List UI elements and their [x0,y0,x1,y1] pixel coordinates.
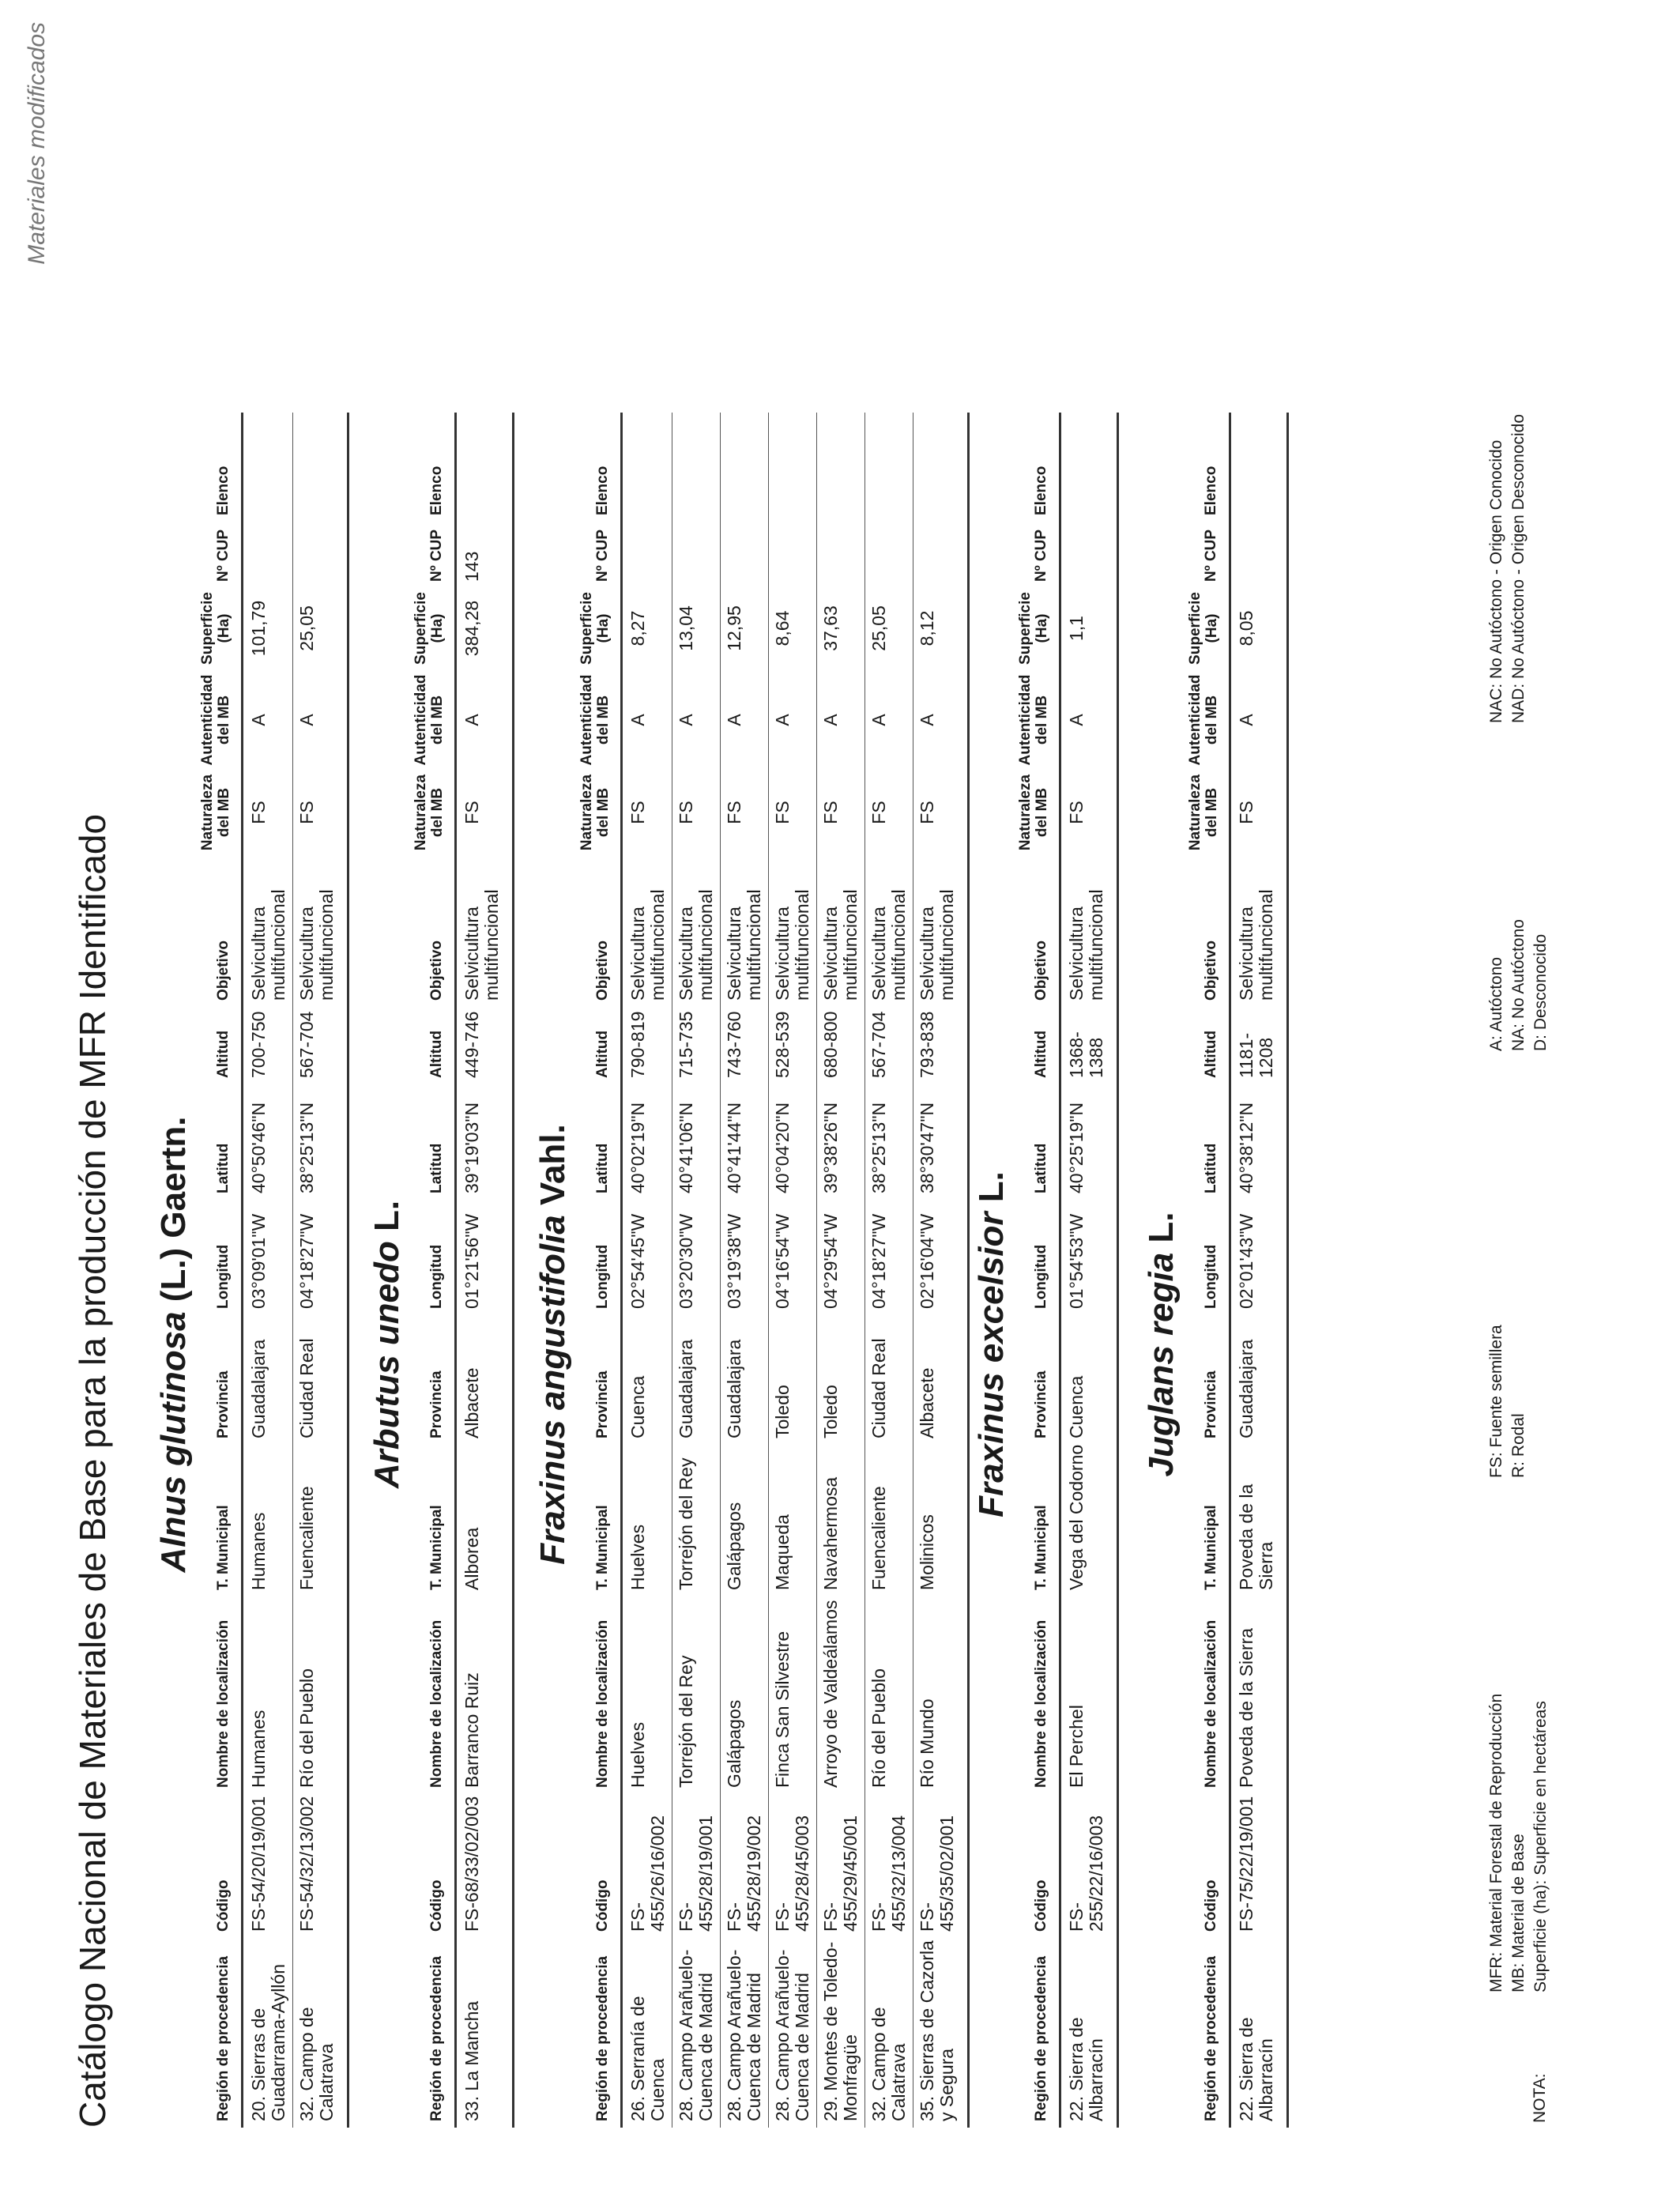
table-cell: 02°54'45"W [627,1213,648,1309]
table-cell: Selvicultura multifuncional [461,889,502,1001]
table-cell: Huelves [627,1721,648,1788]
table-cell: 143 [461,551,482,582]
column-header: Longitud [1033,1244,1049,1309]
column-header: Nº CUP [594,529,611,582]
species-author: L. [367,1200,406,1231]
table-cell: FS-68/33/02/003 [461,1796,482,1932]
table-cell: Río del Pueblo [296,1668,317,1788]
table-cell: Selvicultura multifuncional [627,889,668,1001]
notes-label: NOTA: [1531,2073,1549,2123]
table-cell: 04°18'27"W [296,1213,317,1309]
species-epithet: excelsior [972,1212,1011,1363]
species-genus: Arbutus [367,1355,406,1489]
table-cell: 40°38'12"N [1236,1102,1256,1193]
column-header: Altitud [215,1030,232,1078]
note-line: D: Desconocido [1531,933,1550,1051]
column-header: Nº CUP [428,529,445,582]
column-header: Autenticidad del MB [578,674,612,766]
column-header: Autenticidad del MB [1017,674,1050,766]
note-line: NA: No Autóctono [1509,919,1527,1051]
table-cell: Navahermosa [820,1476,841,1590]
table-cell: A [296,714,317,726]
table-cell: Selvicultura multifuncional [772,889,812,1001]
table-cell: 28. Campo Arañuelo-Cuenca de Madrid [772,1949,812,2121]
column-header: Elenco [1033,466,1049,515]
table-cell: A [772,714,793,726]
table-cell: 12,95 [724,605,744,651]
table-cell: Galápagos [724,1699,744,1788]
note-line: MFR: Material Forestal de Reproducción [1487,1693,1505,1992]
table-cell: A [868,714,889,726]
column-header: Código [594,1879,611,1932]
table-cell: Guadalajara [724,1339,744,1438]
table-cell: Fuencaliente [296,1486,317,1590]
column-header: Autenticidad del MB [1187,674,1220,766]
column-header: T. Municipal [594,1505,611,1590]
table-cell: 8,64 [772,610,793,647]
table-cell: FS [248,801,269,824]
table-cell: Albacete [917,1367,937,1438]
column-header: T. Municipal [428,1505,445,1590]
column-header: Objetivo [594,940,611,1001]
column-header: Nombre de localización [428,1619,445,1788]
column-header: Altitud [1203,1030,1219,1078]
column-header: Latitud [215,1143,232,1193]
species-title [533,1124,573,1564]
table-cell: A [248,714,269,726]
table-cell: FS-75/22/19/001 [1236,1796,1256,1932]
table-cell: FS [820,801,841,824]
column-header: Provincia [1033,1370,1049,1438]
column-header: Nº CUP [1203,529,1219,582]
species-genus: Juglans [1142,1345,1181,1477]
table-cell: 680-800 [820,1011,841,1078]
column-header: Longitud [428,1244,445,1309]
table-cell: Cuenca [627,1375,648,1438]
column-header: Región de procedencia [428,1955,445,2121]
column-header: Altitud [1033,1030,1049,1078]
table-cell: 793-838 [917,1011,937,1078]
table-cell: 38°25'13"N [868,1102,889,1193]
table-cell: 02°01'43"W [1236,1213,1256,1309]
table-cell: Toledo [820,1385,841,1438]
note-line: NAD: No Autóctono - Origen Desconocido [1509,413,1527,723]
table-cell: 13,04 [676,605,696,651]
table-cell: A [676,714,696,726]
column-header: Naturaleza del MB [199,774,232,851]
table-cell: Poveda de la Sierra [1236,1627,1256,1788]
table-cell: 01°21'56"W [461,1213,482,1309]
table-cell: 384,28 [461,600,482,657]
table-cell: Selvicultura multifuncional [1236,889,1276,1001]
table-cell: 26. Serranía de Cuenca [627,1996,668,2121]
species-title [972,1171,1011,1517]
column-header: Altitud [594,1030,611,1078]
table-cell: 8,05 [1236,610,1256,647]
table-cell: FS-255/22/16/003 [1066,1815,1106,1932]
column-header: Superficie (Ha) [1187,592,1220,665]
table-cell: 528-539 [772,1011,793,1078]
column-header: Región de procedencia [1033,1955,1049,2121]
table-cell: Selvicultura multifuncional [676,889,716,1001]
species-title [367,1201,407,1488]
note-line: Superficie (ha): Superficie en hectáreas [1531,1701,1550,1992]
column-header: Objetivo [1033,940,1049,1001]
row-rule [768,413,769,2128]
table-cell: 25,05 [868,605,889,651]
table-cell: Cuenca [1066,1375,1087,1438]
table-cell: 8,27 [627,610,648,647]
note-line: NAC: No Autóctono - Origen Conocido [1487,439,1505,723]
table-cell: Selvicultura multifuncional [917,889,957,1001]
table-cell: Albacete [461,1367,482,1438]
table-cell: A [1066,714,1087,726]
row-rule [292,413,293,2128]
species-genus: Fraxinus [533,1419,572,1565]
column-header: Longitud [215,1244,232,1309]
running-head: Materiales modificados [24,22,50,265]
note-line: MB: Material de Base [1509,1834,1527,1992]
table-cell: 22. Sierra de Albarracín [1236,2017,1276,2121]
table-cell: A [820,714,841,726]
table-cell: Vega del Codorno [1066,1444,1087,1590]
table-cell: 37,63 [820,605,841,651]
table-cell: 743-760 [724,1011,744,1078]
table-cell: FS [296,801,317,824]
column-header: Naturaleza del MB [578,774,612,851]
table-cell: A [724,714,744,726]
header-rule [620,413,623,2128]
section-rule [512,413,514,2128]
page-title: Catálogo Nacional de Materiales de Base para la producción de MFR Identificado [72,813,113,2128]
table-cell: Poveda de la Sierra [1236,1483,1276,1590]
table-cell: FS-455/35/02/001 [917,1815,957,1932]
row-rule [720,413,721,2128]
table-cell: 25,05 [296,605,317,651]
table-cell: Guadalajara [676,1339,696,1438]
species-epithet: regia [1142,1252,1181,1336]
table-cell: 32. Campo de Calatrava [296,2007,337,2121]
table-cell: Selvicultura multifuncional [868,889,909,1001]
column-header: Objetivo [215,940,232,1001]
table-cell: 40°41'06"N [676,1102,696,1193]
column-header: Altitud [428,1030,445,1078]
column-header: Naturaleza del MB [1017,774,1050,851]
species-author: Vahl. [533,1124,572,1205]
header-rule [1059,413,1061,2128]
section-rule [347,413,349,2128]
column-header: Autenticidad del MB [199,674,232,766]
header-rule [241,413,243,2128]
column-header: Nombre de localización [215,1619,232,1788]
table-cell: FS-455/26/16/002 [627,1815,668,1932]
column-header: Región de procedencia [215,1955,232,2121]
column-header: Provincia [428,1370,445,1438]
column-header: Región de procedencia [594,1955,611,2121]
table-cell: 04°29'54"W [820,1213,841,1309]
header-rule [454,413,457,2128]
table-cell: FS [627,801,648,824]
table-cell: 29. Montes de Toledo-Monfragüe [820,1941,861,2121]
table-cell: Finca San Silvestre [772,1630,793,1788]
table-cell: 567-704 [296,1011,317,1078]
table-cell: Torrejón del Rey [676,1655,696,1788]
note-line: R: Rodal [1509,1413,1527,1478]
table-cell: 32. Campo de Calatrava [868,2007,909,2121]
table-cell: 28. Campo Arañuelo-Cuenca de Madrid [724,1949,764,2121]
species-genus: Fraxinus [972,1372,1011,1517]
table-cell: 1368-1388 [1066,1031,1106,1078]
table-cell: Guadalajara [1236,1339,1256,1438]
column-header: Código [1203,1879,1219,1932]
column-header: Autenticidad del MB [412,674,446,766]
table-cell: A [627,714,648,726]
table-cell: 02°16'04"W [917,1213,937,1309]
header-rule [1229,413,1231,2128]
table-cell: 03°20'30"W [676,1213,696,1309]
table-cell: Humanes [248,1710,269,1788]
column-header: Nº CUP [1033,529,1049,582]
table-cell: 40°50'46"N [248,1102,269,1193]
table-cell: 01°54'53"W [1066,1213,1087,1309]
column-header: Latitud [1033,1143,1049,1193]
table-cell: Selvicultura multifuncional [820,889,861,1001]
table-cell: Guadalajara [248,1339,269,1438]
table-cell: Selvicultura multifuncional [1066,889,1106,1001]
table-cell: FS [461,801,482,824]
table-cell: FS-455/29/45/001 [820,1815,861,1932]
table-cell: Selvicultura multifuncional [296,889,337,1001]
table-cell: 40°02'19"N [627,1102,648,1193]
table-cell: 03°19'38"W [724,1213,744,1309]
table-cell: A [461,714,482,726]
species-epithet: glutinosa [154,1311,193,1467]
table-cell: FS [868,801,889,824]
table-cell: Molinicos [917,1514,937,1590]
table-cell: Ciudad Real [868,1338,889,1438]
table-cell: Maqueda [772,1514,793,1590]
column-header: Provincia [1203,1370,1219,1438]
species-author: L. [1142,1212,1181,1243]
table-cell: 700-750 [248,1011,269,1078]
table-cell: 8,12 [917,610,937,647]
table-cell: Río del Pueblo [868,1668,889,1788]
table-cell: 449-746 [461,1011,482,1078]
table-cell: 1,1 [1066,616,1087,641]
table-cell: 715-735 [676,1011,696,1078]
column-header: T. Municipal [1203,1505,1219,1590]
column-header: Objetivo [428,940,445,1001]
table-cell: A [1236,714,1256,726]
table-cell: Fuencaliente [868,1486,889,1590]
column-header: Elenco [428,466,445,515]
column-header: Nombre de localización [1033,1619,1049,1788]
table-cell: FS-54/32/13/002 [296,1796,317,1932]
species-epithet: angustifolia [533,1215,572,1411]
table-cell: Alborea [461,1527,482,1590]
table-cell: 38°25'13"N [296,1102,317,1193]
column-header: Elenco [1203,466,1219,515]
table-cell: 39°19'03"N [461,1102,482,1193]
species-author: L. [972,1171,1011,1203]
table-cell: Arroyo de Valdeálamos [820,1600,841,1788]
table-cell: Río Mundo [917,1698,937,1788]
species-genus: Alnus [154,1476,193,1573]
table-cell: 40°41'44"N [724,1102,744,1193]
column-header: Elenco [215,466,232,515]
column-header: Región de procedencia [1203,1955,1219,2121]
table-cell: FS [676,801,696,824]
column-header: Objetivo [1203,940,1219,1001]
species-title [154,1117,194,1573]
column-header: Nº CUP [215,529,232,582]
column-header: T. Municipal [215,1505,232,1590]
column-header: Latitud [594,1143,611,1193]
table-cell: FS-455/28/45/003 [772,1815,812,1932]
table-cell: 28. Campo Arañuelo-Cuenca de Madrid [676,1949,716,2121]
table-cell: 40°04'20"N [772,1102,793,1193]
table-cell: Huelves [627,1524,648,1590]
table-cell: 101,79 [248,600,269,657]
species-epithet: unedo [367,1241,406,1346]
table-cell: FS [772,801,793,824]
column-header: T. Municipal [1033,1505,1049,1590]
column-header: Latitud [1203,1143,1219,1193]
table-cell: 1181-1208 [1236,1032,1276,1078]
table-cell: Barranco Ruiz [461,1672,482,1788]
column-header: Longitud [1203,1244,1219,1309]
row-rule [864,413,865,2128]
column-header: Latitud [428,1143,445,1193]
table-cell: Torrejón del Rey [676,1457,696,1590]
table-cell: 03°09'01"W [248,1213,269,1309]
table-cell: FS-455/28/19/001 [676,1815,716,1932]
table-cell: 20. Sierras de Guadarrama-Ayllón [248,1963,288,2121]
table-cell: FS [724,801,744,824]
column-header: Longitud [594,1244,611,1309]
table-cell: 33. La Mancha [461,2000,482,2121]
column-header: Código [1033,1879,1049,1932]
table-cell: FS [1066,801,1087,824]
table-cell: Galápagos [724,1502,744,1590]
table-cell: 40°25'19"N [1066,1102,1087,1193]
column-header: Superficie (Ha) [412,592,446,665]
table-cell: 39°38'26"N [820,1102,841,1193]
column-header: Provincia [594,1370,611,1438]
column-header: Superficie (Ha) [1017,592,1050,665]
column-header: Nombre de localización [1203,1619,1219,1788]
note-line: A: Autóctono [1487,956,1505,1051]
table-cell: 04°18'27"W [868,1213,889,1309]
column-header: Superficie (Ha) [199,592,232,665]
table-cell: FS [917,801,937,824]
table-cell: FS-54/20/19/001 [248,1796,269,1932]
column-header: Provincia [215,1370,232,1438]
table-cell: 567-704 [868,1011,889,1078]
table-cell: Ciudad Real [296,1338,317,1438]
table-cell: FS-455/32/13/004 [868,1815,909,1932]
table-cell: El Perchel [1066,1705,1087,1788]
column-header: Naturaleza del MB [1187,774,1220,851]
column-header: Naturaleza del MB [412,774,446,851]
table-cell: 04°16'54"W [772,1213,793,1309]
table-cell: Toledo [772,1385,793,1438]
table-cell: Selvicultura multifuncional [724,889,764,1001]
table-cell: Humanes [248,1512,269,1590]
table-cell: A [917,714,937,726]
table-cell: 35. Sierras de Cazorla y Segura [917,1940,957,2121]
table-cell: 790-819 [627,1011,648,1078]
section-rule [1286,413,1289,2128]
species-title [1142,1212,1181,1476]
table-cell: 22. Sierra de Albarracín [1066,2017,1106,2121]
column-header: Elenco [594,466,611,515]
column-header: Superficie (Ha) [578,592,612,665]
column-header: Nombre de localización [594,1619,611,1788]
species-author: (L.) Gaertn. [154,1116,193,1302]
table-cell: FS [1236,801,1256,824]
table-cell: 38°30'47"N [917,1102,937,1193]
row-rule [816,413,817,2128]
section-rule [1117,413,1119,2128]
table-cell: FS-455/28/19/002 [724,1815,764,1932]
column-header: Código [215,1879,232,1932]
note-line: FS: Fuente semillera [1487,1325,1505,1478]
section-rule [967,413,970,2128]
table-cell: Selvicultura multifuncional [248,889,288,1001]
column-header: Código [428,1879,445,1932]
